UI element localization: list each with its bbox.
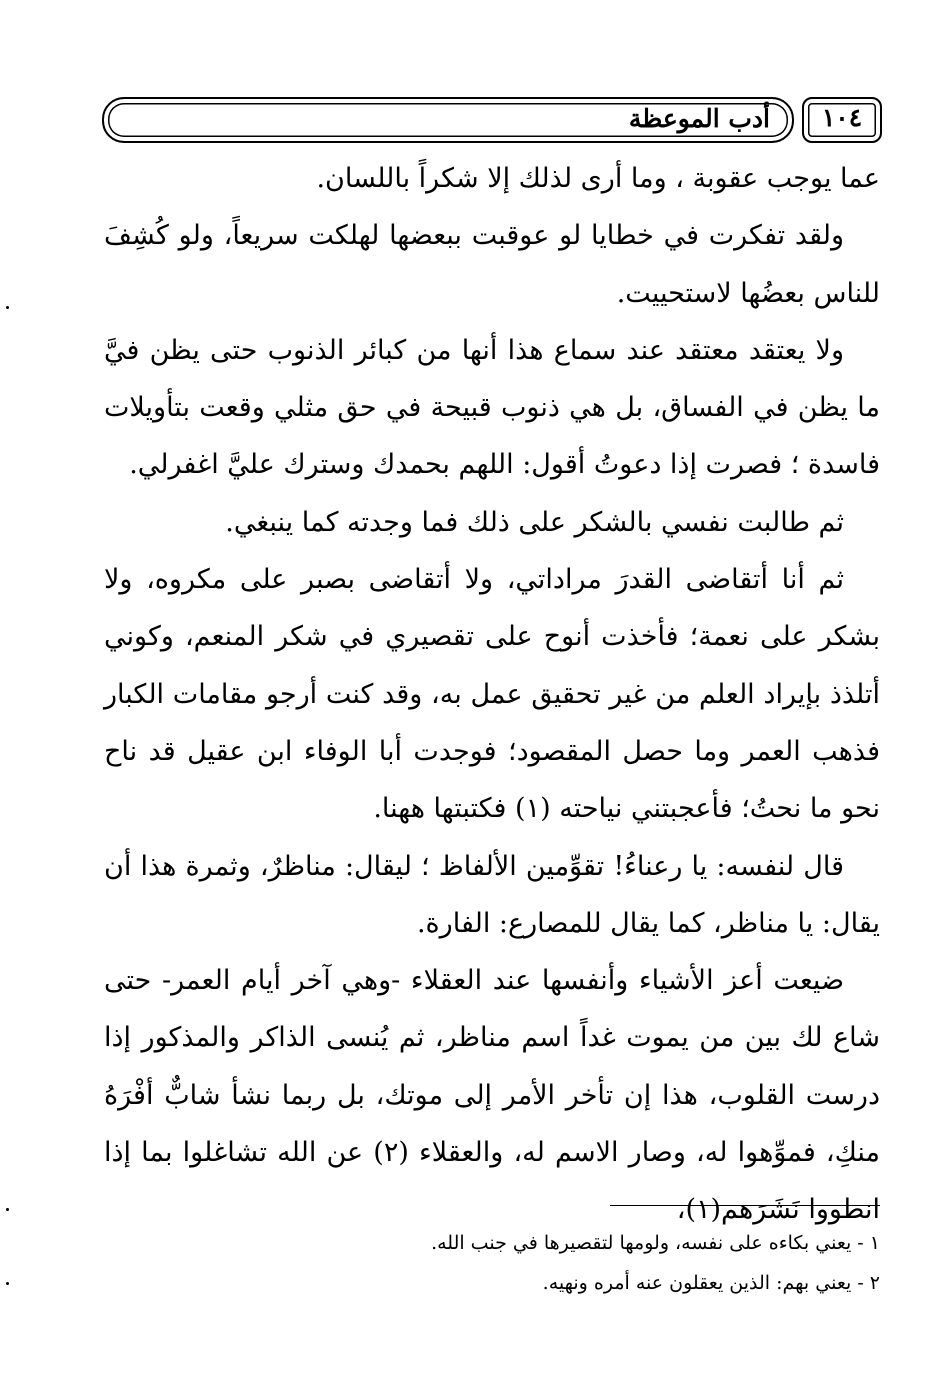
paragraph: ولا يعتقد معتقد عند سماع هذا أنها من كبائر الذنوب حتى يظن فيَّ ما يظن في الفساق، بل هي ذنوب قبيحة في حق مثلي وقعت بتأويلات فاسدة ؛ فصرت إذا دعوتُ أقول: اللهم بحمدك وسترك عليَّ اغفرلي. [104, 334, 880, 481]
paragraph: ثم طالبت نفسي بالشكر على ذلك فما وجدته كما ينبغي. [225, 506, 844, 538]
footnote: ١ - يعني بكاءه على نفسه، ولومها لتقصيرها في جنب الله. [431, 1232, 880, 1254]
paragraph: ثم أنا أتقاضى القدرَ مراداتي، ولا أتقاضى بصبر على مكروه، ولا بشكر على نعمة؛ فأخذت أنوح على تقصيري في شكر المنعم، وكوني أتلذذ بإيراد العلم من غير تحقيق عمل به، وقد كنت أرجو مقامات الكبار فذهب العمر وما حصل المقصود؛ فوجدت أبا الوفاء ابن عقيل قد ناح نحو ما نحتُ؛ فأعجبتني نياحته (١) فكتبتها ههنا. [104, 564, 880, 825]
footnotes [104, 1223, 880, 1303]
paragraph: قال لنفسه: يا رعناءُ! تقوِّمين الألفاظ ؛ ليقال: مناظرٌ، وثمرة هذا أن يقال: يا مناظر، كما يقال للمصارع: الفارة. [104, 850, 880, 939]
paragraph: ضيعت أعز الأشياء وأنفسها عند العقلاء -وهي آخر أيام العمر- حتى شاع لك بين من يموت غداً اسم مناظر، ثم يُنسى الذاكر والمذكور إذا درست القلوب، هذا إن تأخر الأمر إلى موتك، بل ربما نشأ شابٌّ أفْرَهُ منكِ، فموِّهوا له، وصار الاسم له، والعقلاء (٢) عن الله تشاغلوا بما إذا انطووا نَشَرَهم(١)، [104, 965, 880, 1226]
footnote-divider [610, 1205, 880, 1206]
page-header [102, 97, 882, 141]
footnote: ٢ - يعني بهم: الذين يعقلون عنه أمره ونهيه. [542, 1272, 880, 1294]
scan-mark [6, 306, 9, 309]
paragraph: عما يوجب عقوبة ، وما أرى لذلك إلا شكراً باللسان. [316, 163, 880, 194]
page-number: ١٠٤ [821, 103, 863, 132]
main-text [104, 150, 880, 1239]
page-number-frame [802, 97, 882, 143]
paragraph: ولقد تفكرت في خطايا لو عوقبت ببعضها لهلكت سريعاً، ولو كُشِفَ للناس بعضُها لاستحييت. [104, 220, 880, 309]
running-title: أدب الموعظة [628, 104, 770, 133]
scan-mark [6, 1282, 9, 1285]
scan-mark [6, 1208, 9, 1211]
title-frame [102, 97, 794, 143]
